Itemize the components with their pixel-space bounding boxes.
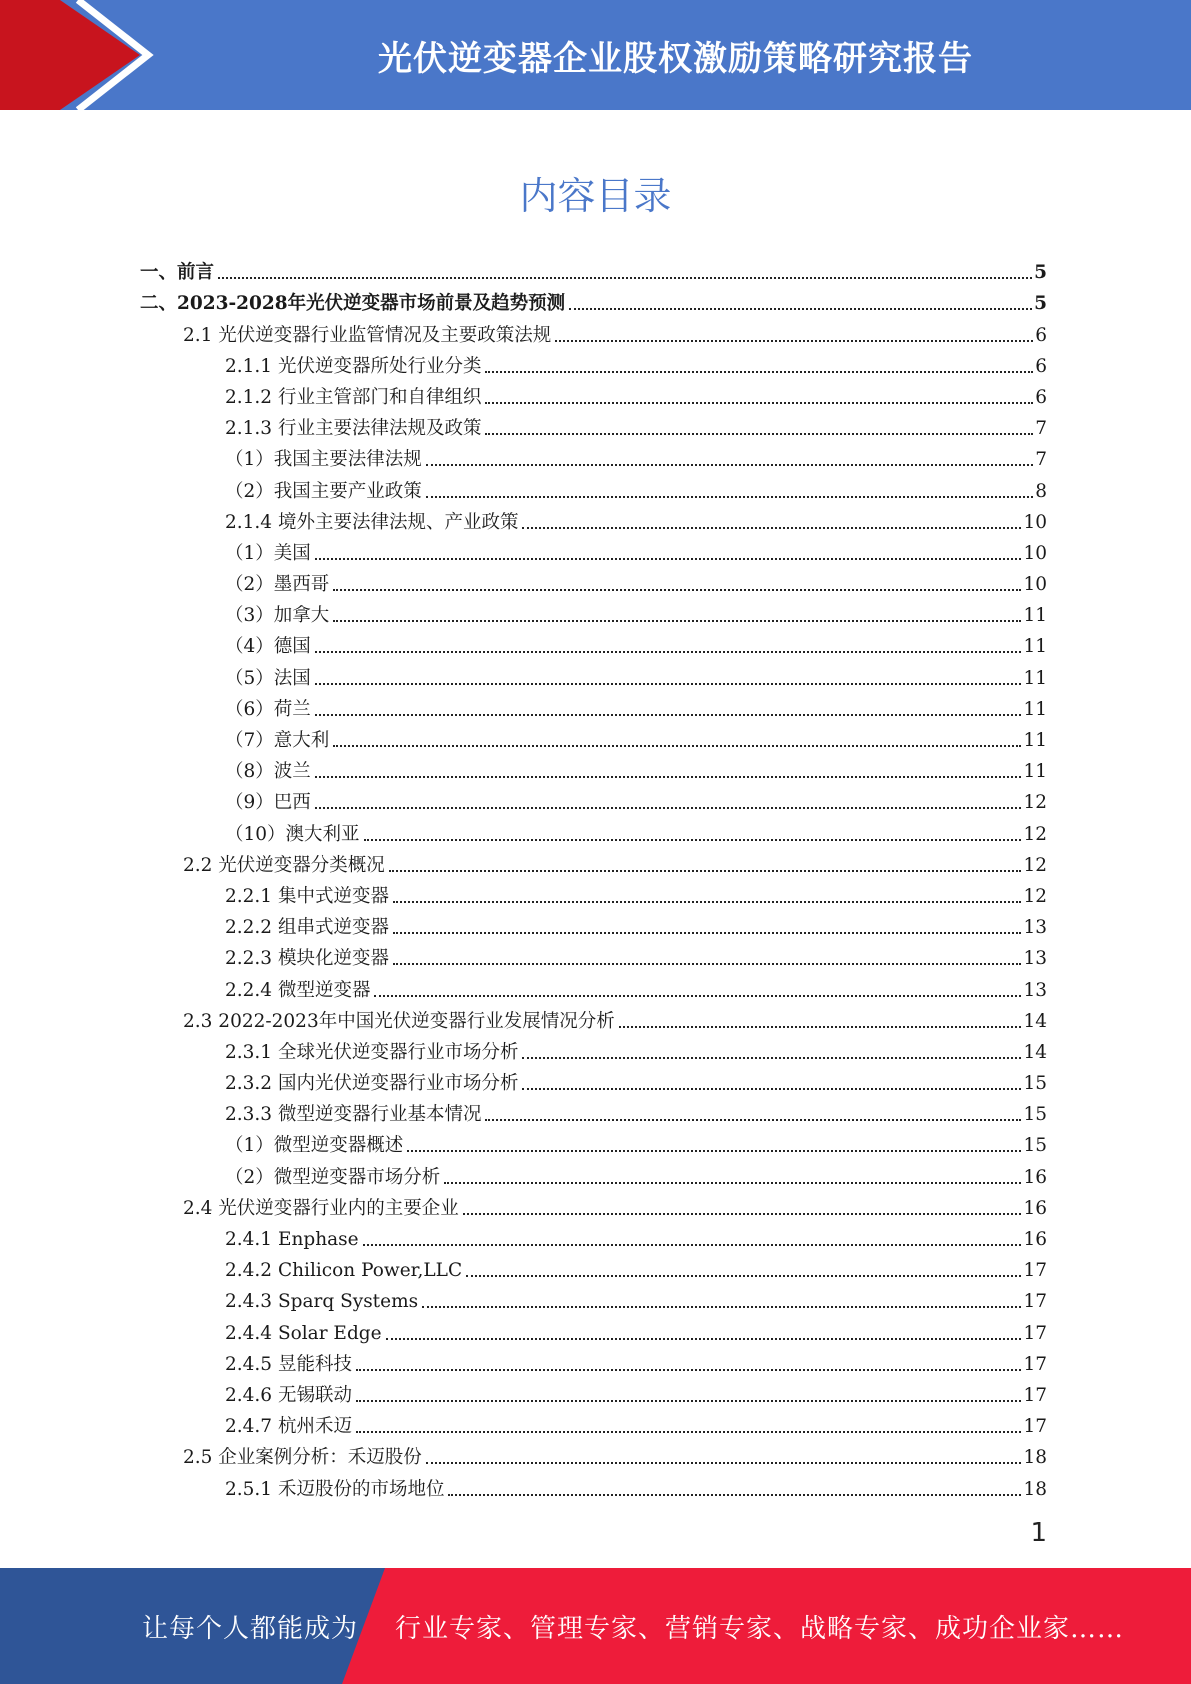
- toc-entry-label: 2.3 2022-2023年中国光伏逆变器行业发展情况分析: [183, 1010, 615, 1032]
- toc-dot-leader: [218, 277, 1032, 279]
- toc-entry-page: 10: [1023, 574, 1047, 596]
- toc-entry-label: 2.1.3 行业主要法律法规及政策: [225, 418, 482, 440]
- toc-dot-leader: [485, 402, 1033, 404]
- toc-dot-leader: [522, 1057, 1021, 1059]
- toc-entry-label: 2.3.2 国内光伏逆变器行业市场分析: [225, 1073, 519, 1095]
- toc-dot-leader: [444, 1182, 1021, 1184]
- toc-dot-leader: [426, 496, 1033, 498]
- toc-entry[interactable]: [0, 596, 1191, 627]
- toc-dot-leader: [555, 340, 1033, 342]
- toc-entry-page: 15: [1023, 1135, 1047, 1157]
- toc-entry-label: （7）意大利: [225, 730, 330, 751]
- toc-entry[interactable]: [0, 378, 1191, 409]
- toc-entry-label: （1）美国: [225, 542, 311, 564]
- toc-entry-page: 6: [1035, 355, 1047, 377]
- toc-entry-label: 2.4.2 Chilicon Power,LLC: [225, 1260, 463, 1282]
- toc-entry[interactable]: [0, 1157, 1191, 1188]
- toc-entry-label: （6）荷兰: [225, 698, 311, 720]
- toc-entry-label: 2.4 光伏逆变器行业内的主要企业: [183, 1197, 459, 1219]
- toc-entry-label: 2.2.1 集中式逆变器: [225, 885, 389, 907]
- toc-entry-page: 11: [1023, 761, 1047, 783]
- toc-dot-leader: [407, 1150, 1021, 1152]
- toc-dot-leader: [315, 683, 1022, 685]
- toc-entry-page: 18: [1023, 1478, 1047, 1500]
- toc-dot-leader: [356, 1431, 1022, 1433]
- toc-entry-page: 17: [1023, 1353, 1047, 1375]
- toc-entry[interactable]: [0, 939, 1191, 970]
- toc-entry-label: （8）波兰: [225, 761, 311, 783]
- toc-entry-page: 16: [1023, 1229, 1047, 1250]
- toc-entry[interactable]: [0, 471, 1191, 502]
- toc-entry-page: 15: [1023, 1104, 1047, 1126]
- toc-entry-label: 2.1 光伏逆变器行业监管情况及主要政策法规: [183, 324, 552, 346]
- toc-entry-page: 18: [1023, 1447, 1047, 1469]
- toc-dot-leader: [364, 839, 1022, 841]
- toc-entry-label: 一、前言: [140, 262, 215, 284]
- toc-dot-leader: [426, 464, 1033, 466]
- toc-entry[interactable]: [0, 814, 1191, 845]
- toc-entry-page: 7: [1035, 418, 1047, 440]
- toc-entry[interactable]: [0, 1095, 1191, 1126]
- toc-dot-leader: [315, 714, 1022, 716]
- toc-entry-label: 2.5.1 禾迈股份的市场地位: [225, 1478, 445, 1500]
- toc-entry-label: 2.2 光伏逆变器分类概况: [183, 854, 385, 876]
- toc-entry[interactable]: [0, 627, 1191, 658]
- toc-entry[interactable]: [0, 1064, 1191, 1095]
- toc-entry[interactable]: [0, 846, 1191, 877]
- toc-entry-page: 14: [1023, 1010, 1047, 1032]
- toc-entry-label: （2）墨西哥: [225, 574, 330, 596]
- toc-entry-page: 12: [1023, 885, 1047, 907]
- toc-entry-label: （10）澳大利亚: [225, 823, 360, 845]
- toc-entry[interactable]: [0, 315, 1191, 346]
- toc-dot-leader: [393, 932, 1021, 934]
- report-title: 光伏逆变器企业股权激励策略研究报告: [378, 38, 973, 79]
- toc-entry[interactable]: [0, 1313, 1191, 1344]
- toc-dot-leader: [422, 1306, 1021, 1308]
- toc-entry-label: 2.2.4 微型逆变器: [225, 979, 371, 1001]
- toc-entry-page: 11: [1023, 605, 1047, 627]
- toc-entry[interactable]: [0, 284, 1191, 315]
- toc-dot-leader: [356, 1369, 1022, 1371]
- footer-slogan-right: 行业专家、管理专家、营销专家、战略专家、成功企业家……: [395, 1613, 1125, 1644]
- toc-entry-page: 13: [1023, 948, 1047, 970]
- toc-entry[interactable]: [0, 1002, 1191, 1033]
- toc-dot-leader: [463, 1213, 1022, 1215]
- toc-entry-page: 5: [1034, 293, 1047, 315]
- toc-entry-page: 12: [1023, 823, 1047, 845]
- toc-entry-page: 13: [1023, 979, 1047, 1001]
- toc-entry-page: 6: [1035, 386, 1047, 408]
- toc-entry[interactable]: [0, 1251, 1191, 1282]
- toc-entry-label: 2.4.7 杭州禾迈: [225, 1416, 352, 1438]
- toc-dot-leader: [485, 433, 1033, 435]
- toc-entry[interactable]: [0, 970, 1191, 1001]
- toc-entry-label: 2.4.5 昱能科技: [225, 1353, 352, 1375]
- toc-entry-label: （1）微型逆变器概述: [225, 1135, 404, 1157]
- toc-entry[interactable]: [0, 409, 1191, 440]
- toc-entry-page: 17: [1023, 1260, 1047, 1282]
- toc-dot-leader: [522, 527, 1021, 529]
- toc-entry[interactable]: [0, 752, 1191, 783]
- red-chevron-logo: [0, 0, 160, 110]
- toc-entry[interactable]: [0, 690, 1191, 721]
- toc-entry[interactable]: [0, 1376, 1191, 1407]
- toc-dot-leader: [315, 651, 1022, 653]
- toc-dot-leader: [315, 776, 1022, 778]
- toc-entry[interactable]: [0, 565, 1191, 596]
- toc-entry-page: 17: [1023, 1322, 1047, 1344]
- toc-entry[interactable]: [0, 1469, 1191, 1500]
- toc-dot-leader: [356, 1400, 1022, 1402]
- toc-entry-label: （4）德国: [225, 636, 311, 658]
- toc-dot-leader: [522, 1088, 1021, 1090]
- toc-entry-label: 2.3.1 全球光伏逆变器行业市场分析: [225, 1041, 519, 1063]
- toc-entry[interactable]: [0, 783, 1191, 814]
- footer-slogan-left: 让每个人都能成为: [142, 1613, 359, 1644]
- toc-entry-label: 2.1.1 光伏逆变器所处行业分类: [225, 355, 482, 377]
- toc-dot-leader: [393, 963, 1021, 965]
- toc-entry-page: 11: [1023, 698, 1047, 720]
- toc-entry[interactable]: [0, 1438, 1191, 1469]
- toc-dot-leader: [363, 1244, 1022, 1246]
- toc-entry-page: 12: [1023, 792, 1047, 814]
- toc-dot-leader: [393, 901, 1021, 903]
- toc-entry-page: 11: [1023, 730, 1047, 751]
- toc-entry[interactable]: [0, 1345, 1191, 1376]
- toc-entry-label: 二、2023-2028年光伏逆变器市场前景及趋势预测: [140, 293, 566, 315]
- toc-heading: 内容目录: [519, 174, 672, 218]
- toc-entry-label: 2.2.3 模块化逆变器: [225, 948, 389, 970]
- toc-entry-page: 12: [1023, 854, 1047, 876]
- toc-entry-page: 10: [1023, 542, 1047, 564]
- toc-entry[interactable]: [0, 1189, 1191, 1220]
- toc-entry-page: 11: [1023, 667, 1047, 689]
- toc-entry-label: 2.1.2 行业主管部门和自律组织: [225, 386, 482, 408]
- toc-dot-leader: [374, 995, 1021, 997]
- toc-entry-label: （3）加拿大: [225, 605, 330, 627]
- toc-entry[interactable]: [0, 534, 1191, 565]
- toc-dot-leader: [389, 870, 1022, 872]
- toc-entry-label: （2）微型逆变器市场分析: [225, 1166, 441, 1188]
- toc-entry[interactable]: [0, 1033, 1191, 1064]
- toc-dot-leader: [333, 620, 1021, 622]
- toc-entry-page: 15: [1023, 1073, 1047, 1095]
- toc-entry[interactable]: [0, 1407, 1191, 1438]
- toc-dot-leader: [426, 1462, 1022, 1464]
- toc-dot-leader: [386, 1338, 1022, 1340]
- toc-dot-leader: [569, 308, 1032, 310]
- toc-entry-label: （9）巴西: [225, 792, 311, 814]
- toc-entry[interactable]: [0, 908, 1191, 939]
- toc-dot-leader: [333, 589, 1021, 591]
- toc-entry-label: （2）我国主要产业政策: [225, 480, 422, 502]
- toc-entry[interactable]: [0, 1282, 1191, 1313]
- toc-entry-page: 17: [1023, 1384, 1047, 1406]
- toc-entry[interactable]: [0, 503, 1191, 534]
- toc-entry-label: 2.3.3 微型逆变器行业基本情况: [225, 1104, 482, 1126]
- toc-dot-leader: [315, 807, 1022, 809]
- toc-entry-page: 17: [1023, 1291, 1047, 1313]
- toc-entry-label: （1）我国主要法律法规: [225, 449, 422, 471]
- toc-entry-label: 2.4.1 Enphase: [225, 1229, 359, 1250]
- toc-entry[interactable]: [0, 1126, 1191, 1157]
- toc-entry-page: 10: [1023, 511, 1047, 533]
- toc-entry[interactable]: [0, 877, 1191, 908]
- toc-entry-label: 2.4.4 Solar Edge: [225, 1322, 382, 1344]
- toc-entry-page: 16: [1023, 1197, 1047, 1219]
- toc-entry-page: 17: [1023, 1416, 1047, 1438]
- header-banner: [0, 0, 1191, 110]
- toc-entry-page: 16: [1023, 1166, 1047, 1188]
- toc-entry-label: 2.5 企业案例分析：禾迈股份: [183, 1447, 422, 1469]
- page-number: 1: [1030, 1518, 1047, 1548]
- toc-entry-page: 5: [1034, 262, 1047, 284]
- toc-entry[interactable]: [0, 658, 1191, 689]
- toc-entry-page: 6: [1035, 324, 1047, 346]
- toc-entry-page: 11: [1023, 636, 1047, 658]
- toc-entry[interactable]: [0, 721, 1191, 752]
- toc-dot-leader: [619, 1026, 1022, 1028]
- toc-entry-page: 14: [1023, 1041, 1047, 1063]
- toc-dot-leader: [448, 1494, 1021, 1496]
- toc-entry-label: 2.4.6 无锡联动: [225, 1384, 352, 1406]
- toc-entry-label: （5）法国: [225, 667, 311, 689]
- toc-entry-label: 2.4.3 Sparq Systems: [225, 1291, 419, 1313]
- toc-dot-leader: [485, 1119, 1021, 1121]
- table-of-contents: [0, 253, 1191, 1501]
- toc-dot-leader: [466, 1275, 1021, 1277]
- toc-dot-leader: [315, 558, 1022, 560]
- toc-entry[interactable]: [0, 347, 1191, 378]
- toc-entry-label: 2.2.2 组串式逆变器: [225, 917, 389, 939]
- toc-entry[interactable]: [0, 1220, 1191, 1251]
- footer-banner: [0, 1568, 1191, 1684]
- toc-entry-page: 13: [1023, 917, 1047, 939]
- toc-entry-page: 8: [1035, 480, 1047, 502]
- toc-entry[interactable]: [0, 253, 1191, 284]
- toc-entry[interactable]: [0, 440, 1191, 471]
- toc-dot-leader: [333, 745, 1021, 747]
- toc-dot-leader: [485, 371, 1033, 373]
- toc-entry-page: 7: [1035, 449, 1047, 471]
- toc-entry-label: 2.1.4 境外主要法律法规、产业政策: [225, 511, 519, 533]
